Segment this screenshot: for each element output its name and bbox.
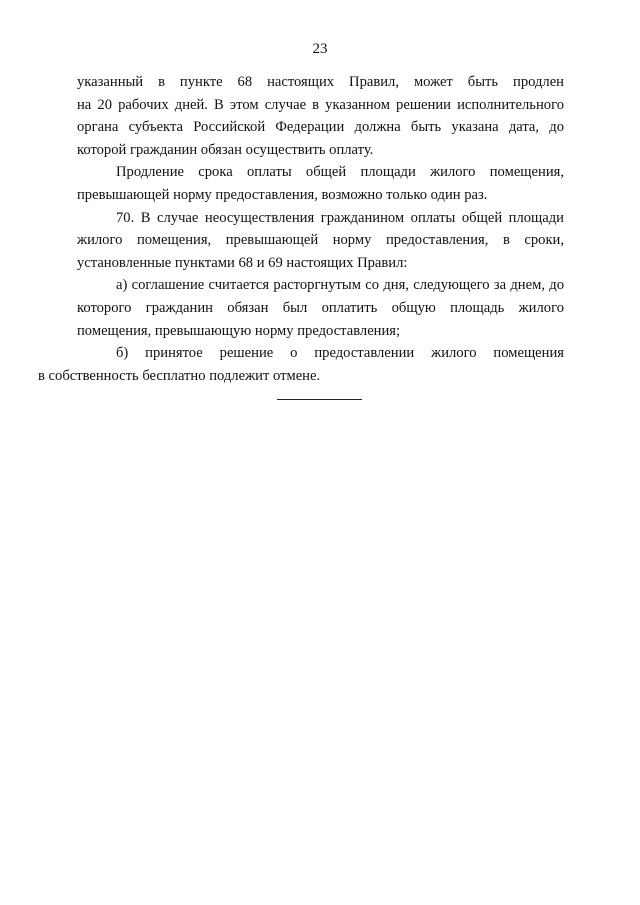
paragraph-item-a: а) соглашение считается расторгнутым со дня, следующего за днем, до которого гражданин обязан был оплатить общую площадь жилого помещения, превышающую норму предоставления; bbox=[77, 277, 564, 339]
paragraph-rest: в собственность бесплатно подлежит отмене. bbox=[38, 367, 321, 384]
paragraph-item-b bbox=[38, 342, 564, 387]
paragraph-rest: на 20 рабочих дней. В этом случае в указанном решении исполнительного органа субъекта Российской Федерации должна быть указана дата, до которой гражданин обязан осуществить оплату. bbox=[77, 96, 564, 158]
paragraph-clause-70: 70. В случае неосуществления гражданином оплаты общей площади жилого помещения, превышающей норму предоставления, в сроки, установленные пунктами 68 и 69 настоящих Правил: bbox=[77, 209, 564, 271]
document-body bbox=[38, 71, 564, 387]
paragraph-first-line: б) принятое решение о предоставлении жилого помещения bbox=[116, 345, 564, 362]
end-divider-line bbox=[277, 399, 362, 400]
paragraph-extension-once: Продление срока оплаты общей площади жилого помещения, превышающей норму предоставления, возможно только один раз. bbox=[77, 164, 564, 203]
paragraph-first-line: указанный в пункте 68 настоящих Правил, может быть продлен bbox=[77, 74, 564, 90]
paragraph-continuation bbox=[77, 71, 564, 161]
page-number: 23 bbox=[312, 41, 328, 57]
